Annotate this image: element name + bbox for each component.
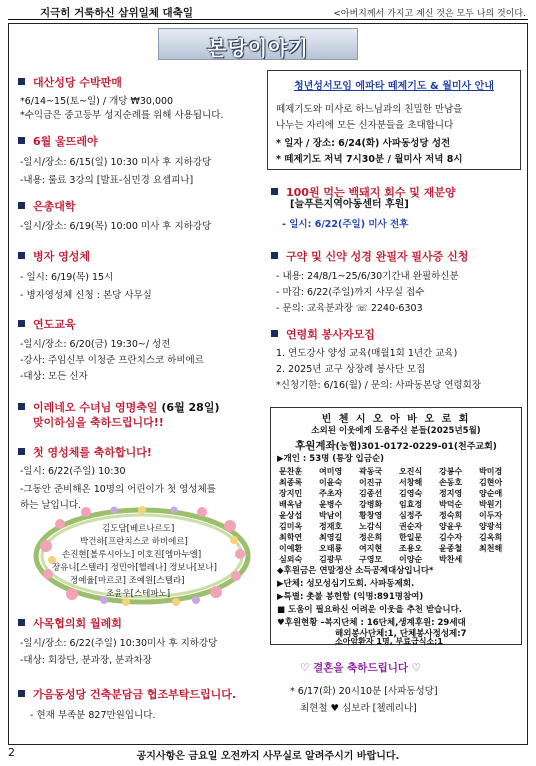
youth-bible-box	[267, 70, 521, 170]
header-gospel-quote: <아버지께서 가지고 계신 것은 모두 나의 것이다.	[333, 9, 526, 19]
donor-name: 심외숙	[279, 555, 303, 564]
donor-name: 구영모	[359, 555, 383, 564]
donor-name: 이양순	[399, 555, 423, 564]
donor-name: 박찬세	[439, 555, 463, 564]
donor-name: 여미영	[319, 467, 343, 476]
vincent-note: ■ 도움이 필요하신 어려운 이웃을 추천 받습니다.	[277, 605, 463, 615]
section-sick-communion-line: - 병자영성체 신청 : 본당 사무실	[20, 290, 152, 301]
section-watermelon-line: *수익금은 중고등부 성지순례를 위해 사용됩니다.	[20, 110, 224, 121]
section-piggybank-date: - 일시: 6/22(주일) 미사 전후	[282, 219, 409, 230]
vincent-note: ▶특별: 촛불 봉헌함 (익명:891명참여)	[277, 592, 424, 602]
header-feast-title: 지극히 거룩하신 삼위일체 대축일	[40, 7, 193, 19]
donor-name: 손동호	[439, 478, 463, 487]
donor-name: 문찬훈	[279, 467, 303, 476]
wedding-couple: 최현철 ♥ 심보라 [첼레리나]	[300, 703, 417, 714]
communicant-name: 김도담[베르나르도]	[102, 524, 175, 534]
bullet-square-icon	[18, 252, 25, 259]
bullet-square-icon	[18, 137, 25, 144]
donor-name: 이두자	[479, 511, 503, 520]
bullet-square-icon	[18, 320, 25, 327]
communicant-name: 장유니[스텔라] 정민아[헬레나] 정보나[보나]	[52, 563, 217, 573]
section-sick-communion-line: - 일시: 6/19(목) 15시	[20, 272, 114, 283]
vincent-subtitle: 소외된 이웃에게 도움주신 분들(2025년5월)	[311, 426, 481, 436]
bullet-square-icon	[271, 252, 278, 259]
communicant-name: 손진현[볼루시아노] 이호진[엠마누엘]	[62, 550, 202, 560]
section-ultreya-title: 6월 울뜨레야	[18, 133, 98, 149]
banner-title: 본당이야기	[207, 36, 309, 60]
section-yeondo-title: 연도교육	[18, 316, 76, 332]
bullet-square-icon	[18, 202, 25, 209]
donor-name: 최영길	[319, 533, 343, 542]
donor-name: 오진식	[399, 467, 423, 476]
section-piggybank-title: 100원 먹는 백돼지 회수 및 재분양	[271, 184, 456, 200]
bullet-square-icon	[271, 330, 278, 337]
donor-name: 김종선	[359, 489, 383, 498]
donor-name: 강병화	[359, 500, 383, 509]
donor-name: 정숙희	[439, 511, 463, 520]
section-transcription-line: - 내용: 24/8/1~25/6/30기간내 완필하신분	[276, 271, 459, 282]
donor-name: 곽동국	[359, 467, 383, 476]
donor-name: 김현아	[479, 478, 503, 487]
section-first-communion-line: -일시: 6/22(주일) 10:30	[20, 466, 126, 477]
section-ultreya-line: -내용: 룰료 3강의 [발표-심민경 요셉피나]	[20, 175, 194, 186]
donor-name: 최학연	[279, 533, 303, 542]
donor-name: 윤상섭	[279, 511, 303, 520]
donor-name: 노감식	[359, 522, 383, 531]
donor-name: 최천해	[479, 544, 503, 553]
section-transcription-title: 구약 및 신약 성경 완필자 필사증 신청	[271, 248, 468, 264]
section-ultreya-line: -일시/장소: 6/15(일) 10:30 미사 후 지하강당	[20, 157, 212, 168]
donor-name: 최종록	[279, 478, 303, 487]
donor-name: 김수자	[439, 533, 463, 542]
bullet-square-icon	[271, 188, 278, 195]
donor-name: 여지현	[359, 544, 383, 553]
section-grace-college-title: 은총대학	[18, 198, 76, 214]
donor-name: 박남이	[319, 511, 343, 520]
vincent-note: ◆후원금은 연말정산 소득공제대상입니다*	[277, 566, 434, 576]
section-council-line: -일시/장소: 6/22(주일) 10:30미사 후 지하강당	[20, 638, 218, 649]
donor-name: 조용오	[399, 544, 423, 553]
donor-name: 윤종철	[439, 544, 463, 553]
section-council-title: 사목협의회 월례회	[18, 615, 122, 631]
section-funeral-line: 1. 연도강사 양성 교육(매월1회 1년간 교육)	[276, 348, 458, 359]
section-building-fund-line: - 현재 부족분 827만원입니다.	[30, 710, 156, 721]
bullet-square-icon	[18, 403, 25, 410]
vincent-account: 후원계좌(농협)301-0172-0229-01(천주교회)	[295, 440, 497, 452]
wedding-date: * 6/17(화) 20시10분 [사파동성당]	[290, 686, 438, 697]
page-header	[0, 0, 536, 20]
donor-name: 박원기	[479, 500, 503, 509]
section-sick-communion-title: 병자 영성체	[18, 248, 90, 264]
bullet-square-icon	[18, 690, 25, 697]
donor-name: 배옥남	[279, 500, 303, 509]
youth-bible-line: * 일자 / 장소: 6/24(화) 사파동성당 성전	[276, 138, 451, 149]
section-feast-day-title: 이레네오 수녀님 영명축일 (6월 28일)	[18, 399, 220, 415]
section-council-line: -대상: 회장단, 분과장, 분과차장	[20, 655, 152, 666]
donor-name: 양순애	[479, 489, 503, 498]
communicant-name: 조윤우[스테파노]	[106, 589, 171, 599]
donor-name: 정은희	[359, 533, 383, 542]
donor-name: 권순자	[399, 522, 423, 531]
vincent-note: 해외봉사단체:1, 단체봉사정성제:7	[335, 629, 467, 639]
communicant-name: 정예율[마르코] 조예원[스텔라]	[70, 576, 185, 586]
vincent-personal: ▶개인 : 53명 (통장 입금순)	[277, 454, 385, 464]
youth-bible-title: 청년성서모임 에파타 떼제기도 & 월미사 안내	[293, 81, 494, 92]
section-first-communion-line: -그동안 준비해온 10명의 어린이가 첫 영성체를	[20, 484, 216, 495]
section-funeral-title: 연령회 봉사자모집	[271, 326, 375, 342]
youth-bible-line: 나누는 자리에 모든 신자분들을 초대합니다	[276, 120, 454, 131]
vincent-note: 소아암환자 1명, 부료급식소:1	[335, 637, 443, 646]
section-first-communion-line: 하는 날입니다.	[20, 500, 82, 511]
communicant-name: 박건하[프란치스코 하비에르]	[80, 537, 188, 547]
bullet-square-icon	[18, 619, 25, 626]
donor-name: 이윤숙	[319, 478, 343, 487]
bullet-square-icon	[18, 448, 25, 455]
section-yeondo-line: -일시/장소: 6/20(금) 19:30~/ 성전	[20, 339, 171, 350]
vincent-title: 빈 첸 시 오 아 바 오 로 회	[321, 414, 471, 425]
donor-name: 양광석	[479, 522, 503, 531]
wedding-title: ♡ 결혼을 축하드립니다 ♡	[300, 662, 422, 674]
donor-name: 김옥희	[479, 533, 503, 542]
section-feast-day-subtitle: 맞이하심을 축하드립니다!!	[33, 416, 164, 429]
section-watermelon-line: *6/14~15(토~일) / 개당 ₩30,000	[20, 96, 174, 107]
donor-name: 박덕순	[439, 500, 463, 509]
section-transcription-line: - 문의: 교육분과장 ☏ 2240-6303	[276, 303, 423, 314]
section-first-communion-title: 첫 영성체를 축하합니다!	[18, 444, 152, 460]
vincent-box	[270, 407, 522, 645]
section-piggybank-sub: [늘푸른지역아동센터 후원]	[290, 199, 409, 210]
section-funeral-line: *신청기한: 6/16(월) / 문의: 사파동본당 연령회장	[276, 380, 482, 391]
donor-name: 이진규	[359, 478, 383, 487]
vincent-note: ♥후원현황 –복지단체 : 16단체,생계후원: 29세대	[277, 618, 466, 628]
section-yeondo-line: -대상: 모든 신자	[20, 371, 88, 382]
donor-name: 정재호	[319, 522, 343, 531]
header-divider	[8, 19, 528, 20]
donor-name: 주초자	[319, 489, 343, 498]
donor-name: 오태룡	[319, 544, 343, 553]
donor-name: 임효정	[399, 500, 423, 509]
donor-name: 박미경	[479, 467, 503, 476]
donor-name: 정지영	[439, 489, 463, 498]
youth-bible-line: * 떼제기도 저녁 7시30분 / 월미사 저녁 8시	[276, 154, 463, 165]
section-funeral-line: 2. 2025년 교구 상장례 봉사단 모집	[276, 364, 426, 375]
bullet-square-icon	[18, 78, 25, 85]
banner	[158, 28, 358, 60]
donor-name: 강봉수	[439, 467, 463, 476]
section-building-fund-title: 가음동성당 건축분담금 협조부탁드립니다.	[18, 686, 236, 702]
vincent-note: ▶단체: 성모성심기도회. 사파동제회.	[277, 579, 415, 589]
donor-name: 한일문	[399, 533, 423, 542]
donor-name: 김광무	[319, 555, 343, 564]
section-yeondo-line: -강사: 주임신부 이청준 프란치스코 하비에르	[20, 355, 204, 366]
section-watermelon-title: 대산성당 수박판매	[18, 74, 122, 90]
section-grace-college-line: -일시/장소: 6/19(목) 10:00 미사 후 지하강당	[20, 221, 212, 232]
donor-name: 장지민	[279, 489, 303, 498]
donor-name: 양윤우	[439, 522, 463, 531]
donor-name: 김영숙	[399, 489, 423, 498]
footer-notice: 공지사항은 금요일 오전까지 사무실로 알려주시기 바랍니다.	[136, 751, 400, 762]
youth-bible-line: 떼제기도와 미사로 하느님과의 친밀한 만남을	[276, 104, 463, 115]
donor-name: 서창해	[399, 478, 423, 487]
donor-name: 심정주	[399, 511, 423, 520]
donor-name: 황창영	[359, 511, 383, 520]
page-number: 2	[8, 746, 15, 759]
donor-name: 윤병수	[319, 500, 343, 509]
section-transcription-line: - 마감: 6/22(주일)까지 사무실 접수	[276, 287, 425, 298]
donor-name: 이예환	[279, 544, 303, 553]
donor-name: 김미옥	[279, 522, 303, 531]
